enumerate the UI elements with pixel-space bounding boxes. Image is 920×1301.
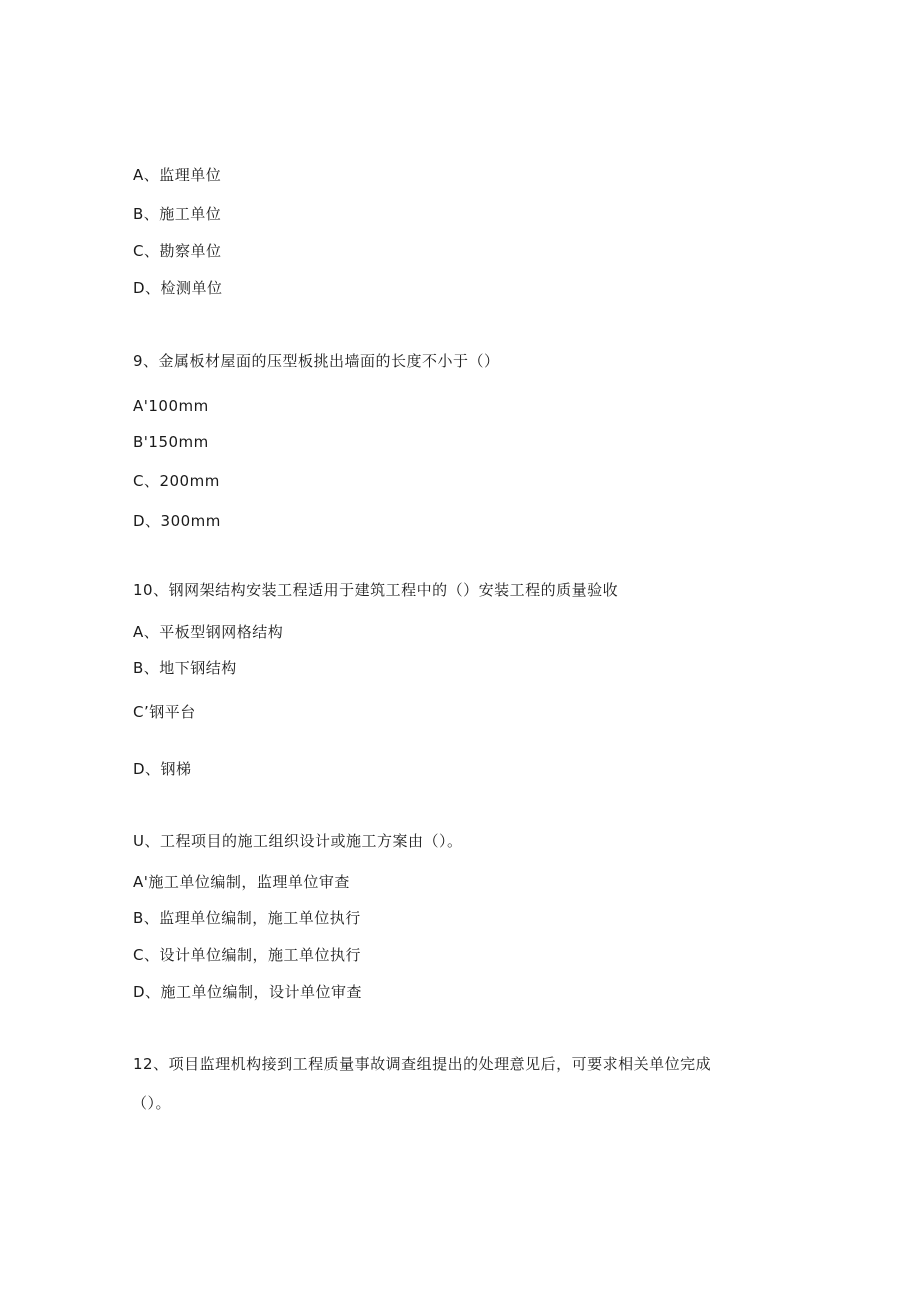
q10-option-c: C’钢平台 (133, 703, 196, 721)
q11-option-b: B、监理单位编制，施工单位执行 (133, 909, 361, 927)
q11-option-d: D、施工单位编制，设计单位审查 (133, 983, 363, 1001)
q11-question: U、工程项目的施工组织设计或施工方案由（）。 (133, 832, 463, 850)
q8-option-a: A、监理单位 (133, 166, 222, 184)
q11-option-a: A'施工单位编制，监理单位审查 (133, 873, 350, 891)
q8-option-d: D、检测单位 (133, 279, 223, 297)
q9-option-c: C、200mm (133, 472, 220, 490)
q12-question-line1: 12、项目监理机构接到工程质量事故调查组提出的处理意见后，可要求相关单位完成 (133, 1055, 712, 1073)
q12-question-line2: （）。 (132, 1094, 172, 1112)
q11-option-c: C、设计单位编制，施工单位执行 (133, 946, 361, 964)
q9-question: 9、金属板材屋面的压型板挑出墙面的长度不小于（） (133, 352, 500, 370)
q9-option-a: A'100mm (133, 397, 209, 415)
q9-option-b: B'150mm (133, 433, 209, 451)
q10-option-b: B、地下钢结构 (133, 659, 237, 677)
q10-question: 10、钢网架结构安装工程适用于建筑工程中的（）安装工程的质量验收 (133, 581, 619, 599)
q10-option-d: D、钢梯 (133, 760, 192, 778)
q8-option-b: B、施工单位 (133, 205, 222, 223)
q10-option-a: A、平板型钢网格结构 (133, 623, 284, 641)
q9-option-d: D、300mm (133, 512, 221, 530)
q8-option-c: C、勘察单位 (133, 242, 222, 260)
